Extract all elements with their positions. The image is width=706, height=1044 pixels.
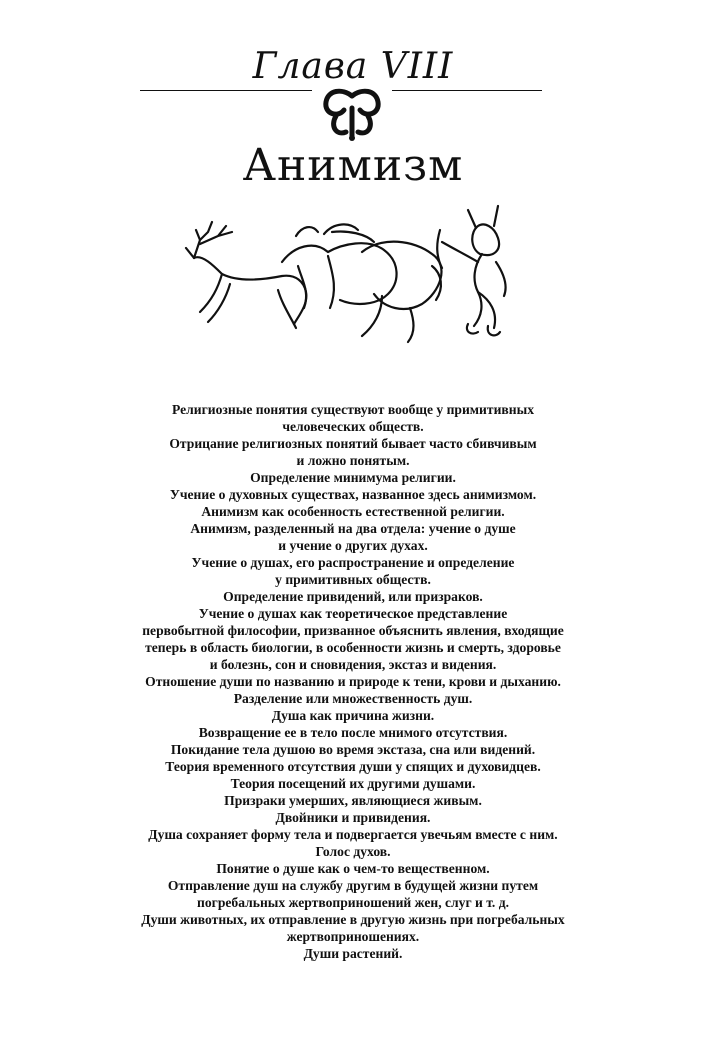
ornament-icon — [312, 86, 392, 142]
cave-art-illustration — [178, 196, 520, 358]
synopsis-line: Призраки умерших, являющиеся живым. — [224, 793, 482, 808]
synopsis-line: Религиозные понятия существуют вообще у примитивных — [172, 402, 534, 417]
synopsis-line: погребальных жертвоприношений жен, слуг и т. д. — [197, 895, 509, 910]
synopsis-line: у примитивных обществ. — [275, 572, 431, 587]
synopsis-line: Учение о душах как теоретическое представление — [198, 606, 508, 621]
synopsis-line: Отрицание религиозных понятий бывает часто сбивчивым — [169, 436, 537, 451]
chapter-label: Глава VIII — [252, 46, 454, 87]
synopsis-line: Возвращение ее в тело после мнимого отсутствия. — [198, 725, 508, 740]
synopsis-line: Анимизм, разделенный на два отдела: учение о душе — [190, 521, 516, 536]
synopsis-line: Отправление душ на службу другим в будущей жизни путем — [167, 878, 539, 893]
synopsis-line: теперь в область биологии, в особенности жизнь и смерть, здоровье — [145, 640, 561, 655]
synopsis-line: Покидание тела душою во время экстаза, сна или видений. — [170, 742, 536, 757]
synopsis-line: Определение минимума религии. — [250, 470, 456, 485]
chapter-synopsis — [40, 401, 666, 962]
synopsis-line: Душа сохраняет форму тела и подвергается увечьям вместе с ним. — [148, 827, 558, 842]
synopsis-line: Двойники и привидения. — [275, 810, 431, 825]
synopsis-line: Души животных, их отправление в другую жизнь при погребальных — [141, 912, 565, 927]
synopsis-line: человеческих обществ. — [282, 419, 424, 434]
synopsis-line: и болезнь, сон и сновидения, экстаз и видения. — [209, 657, 497, 672]
synopsis-line: Анимизм как особенность естественной религии. — [201, 504, 505, 519]
synopsis-line: Теория временного отсутствия души у спящих и духовидцев. — [165, 759, 541, 774]
synopsis-line: Определение привидений, или призраков. — [223, 589, 483, 604]
synopsis-line: Душа как причина жизни. — [271, 708, 435, 723]
synopsis-line: и ложно понятым. — [296, 453, 410, 468]
synopsis-line: Понятие о душе как о чем-то вещественном. — [216, 861, 490, 876]
synopsis-line: Разделение или множественность душ. — [233, 691, 473, 706]
synopsis-line: Учение о духовных существах, названное здесь анимизмом. — [169, 487, 537, 502]
synopsis-line: и учение о других духах. — [278, 538, 428, 553]
chapter-title: Анимизм — [242, 140, 464, 191]
synopsis-line: Души растений. — [303, 946, 403, 961]
synopsis-line: Теория посещений их другими душами. — [230, 776, 476, 791]
synopsis-line: Учение о душах, его распространение и определение — [191, 555, 515, 570]
synopsis-line: первобытной философии, призванное объяснить явления, входящие — [142, 623, 564, 638]
synopsis-line: Голос духов. — [315, 844, 391, 859]
synopsis-line: Отношение души по названию и природе к тени, крови и дыханию. — [145, 674, 561, 689]
synopsis-line: жертвоприношениях. — [286, 929, 420, 944]
